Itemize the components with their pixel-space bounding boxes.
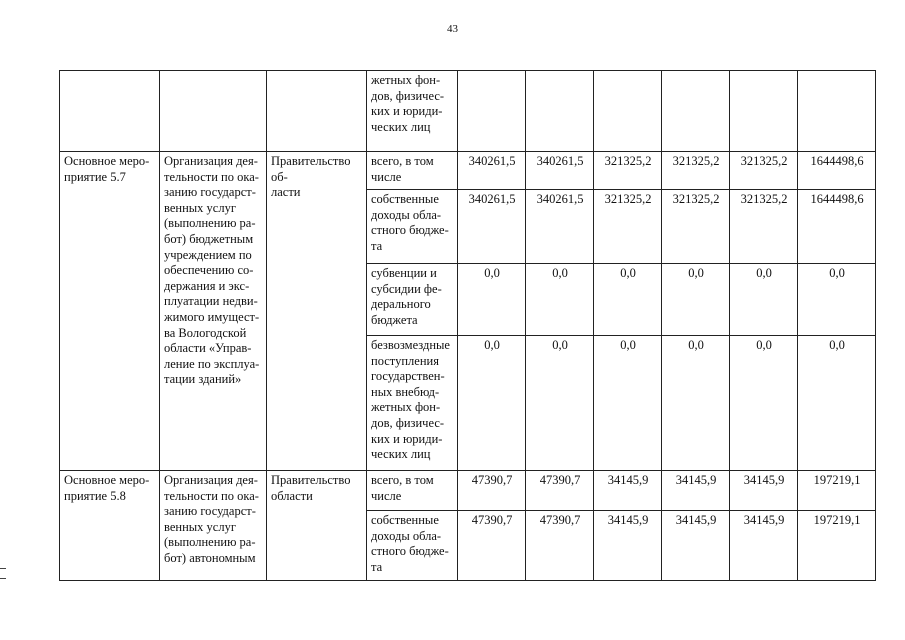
value-cell: 0,0 bbox=[662, 336, 730, 471]
value-cell: 47390,7 bbox=[526, 511, 594, 581]
value-cell: 1644498,6 bbox=[798, 190, 876, 264]
value-cell: 0,0 bbox=[458, 336, 526, 471]
value-cell: 0,0 bbox=[458, 264, 526, 336]
value-cell: 1644498,6 bbox=[798, 152, 876, 190]
budget-table bbox=[59, 70, 876, 581]
value-cell: 321325,2 bbox=[730, 152, 798, 190]
value-cell bbox=[458, 71, 526, 152]
value-cell: 340261,5 bbox=[526, 152, 594, 190]
value-cell bbox=[730, 71, 798, 152]
value-cell: 0,0 bbox=[526, 264, 594, 336]
value-cell: 197219,1 bbox=[798, 471, 876, 511]
executor-cell: Правительство области bbox=[267, 471, 367, 581]
description-cell: Организация дея- тельности по ока- занию государст- венных услуг (выполнению ра- бот) автономным bbox=[160, 471, 267, 581]
table-row bbox=[60, 71, 876, 152]
description-cell: Организация дея- тельности по ока- занию государст- венных услуг (выполнению ра- бот) бюджетным учреждением по обеспечению со- держания и экс- плуатации недви- жимого имущест- ва Вологодской области «Управ- ление по эксплуа- тации зданий» bbox=[160, 152, 267, 471]
value-cell: 340261,5 bbox=[458, 152, 526, 190]
value-cell: 34145,9 bbox=[730, 511, 798, 581]
value-cell: 34145,9 bbox=[594, 471, 662, 511]
value-cell: 47390,7 bbox=[458, 511, 526, 581]
funding-source-cell: субвенции и субсидии фе- дерального бюджета bbox=[367, 264, 458, 336]
value-cell: 340261,5 bbox=[526, 190, 594, 264]
value-cell: 34145,9 bbox=[594, 511, 662, 581]
value-cell: 34145,9 bbox=[662, 471, 730, 511]
value-cell: 321325,2 bbox=[594, 152, 662, 190]
margin-mark bbox=[0, 578, 6, 579]
value-cell: 0,0 bbox=[730, 264, 798, 336]
value-cell: 34145,9 bbox=[730, 471, 798, 511]
value-cell: 0,0 bbox=[526, 336, 594, 471]
activity-cell: Основное меро- приятие 5.8 bbox=[60, 471, 160, 581]
value-cell: 197219,1 bbox=[798, 511, 876, 581]
funding-source-cell: жетных фон- дов, физичес- ких и юриди- ческих лиц bbox=[367, 71, 458, 152]
activity-cell bbox=[60, 71, 160, 152]
funding-source-cell: собственные доходы обла- стного бюдже- та bbox=[367, 511, 458, 581]
value-cell: 0,0 bbox=[730, 336, 798, 471]
value-cell: 0,0 bbox=[798, 336, 876, 471]
value-cell: 321325,2 bbox=[730, 190, 798, 264]
value-cell bbox=[662, 71, 730, 152]
value-cell bbox=[526, 71, 594, 152]
value-cell: 47390,7 bbox=[526, 471, 594, 511]
value-cell: 321325,2 bbox=[662, 152, 730, 190]
value-cell: 0,0 bbox=[662, 264, 730, 336]
value-cell: 47390,7 bbox=[458, 471, 526, 511]
page-number: 43 bbox=[447, 23, 458, 35]
budget-table-container bbox=[59, 70, 875, 580]
margin-mark bbox=[0, 568, 6, 569]
value-cell: 0,0 bbox=[798, 264, 876, 336]
funding-source-cell: безвозмездные поступления государствен- ных внебюд- жетных фон- дов, физичес- ких и юриди- ческих лиц bbox=[367, 336, 458, 471]
executor-cell bbox=[267, 71, 367, 152]
value-cell: 0,0 bbox=[594, 336, 662, 471]
funding-source-cell: всего, в том числе bbox=[367, 471, 458, 511]
value-cell bbox=[594, 71, 662, 152]
value-cell: 340261,5 bbox=[458, 190, 526, 264]
activity-cell: Основное меро- приятие 5.7 bbox=[60, 152, 160, 471]
executor-cell: Правительство об- ласти bbox=[267, 152, 367, 471]
funding-source-cell: собственные доходы обла- стного бюдже- та bbox=[367, 190, 458, 264]
value-cell: 321325,2 bbox=[662, 190, 730, 264]
table-row bbox=[60, 152, 876, 190]
value-cell: 321325,2 bbox=[594, 190, 662, 264]
value-cell: 0,0 bbox=[594, 264, 662, 336]
value-cell: 34145,9 bbox=[662, 511, 730, 581]
value-cell bbox=[798, 71, 876, 152]
table-row bbox=[60, 471, 876, 511]
description-cell bbox=[160, 71, 267, 152]
funding-source-cell: всего, в том числе bbox=[367, 152, 458, 190]
